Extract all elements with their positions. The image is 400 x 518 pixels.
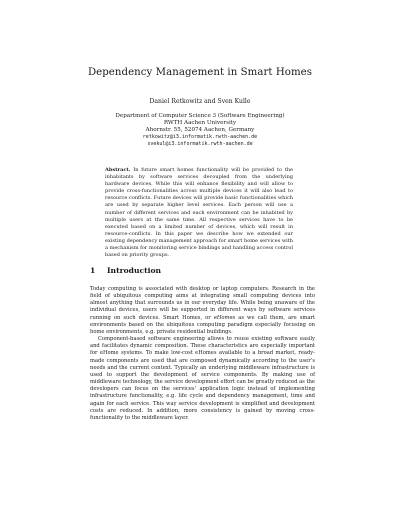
affiliation-address: Ahornstr. 55, 52074 Aachen, Germany [145,127,255,134]
section-number: 1 [90,266,96,275]
abstract [105,167,293,259]
paragraph-1-text-b: as we call them, are smart environments based on the ubiquitous computing paradigm especially focusing on home environments, e.g. private residential buildings. [90,314,315,335]
section-heading [90,266,161,276]
paragraph-1 [90,286,315,336]
paper-title: Dependency Management in Smart Homes [87,67,313,78]
section-title: Introduction [107,266,162,275]
section-body [90,286,315,422]
paper-authors: Daniel Retkowitz and Sven Kulle [149,98,251,105]
author-email-1: retkowitz@i3.informatik.rwth-aachen.de [142,134,258,141]
abstract-text: In future smart homes functionality will be provided to the inhabitants by software services decoupled from the underlying hardware devices. While this will enhance flexibility and will allow to provide cross-functionalities across multiple devices it will also lead to resource conflicts. Future devices will provide basic functionalities which are used by separate higher level services. Each person will use a number of different services and each environment can be inhabited by multiple users at the same time. All respective services have to be executed based on a limited number of devices, which will result in resource-conflicts. In this paper we describe how we extended our existing dependency management approach for smart home services with a mechanism for monitoring service bindings and handling access control based on priority groups. [105,167,294,259]
abstract-label: Abstract. [105,167,131,173]
paragraph-1-text-a: Today computing is associated with desktop or laptop computers. Research in the field of ubiquitous computing aims at integrating small computing devices into almost anything that surrounds us in our everyday life. While being unaware of the individual devices, users will be supported in different ways by software services running on such devices. Smart Homes, or [90,286,315,321]
affiliation-department: Department of Computer Science 3 (Software Engineering) [115,113,285,119]
affiliation-block [0,113,400,148]
paragraph-2: Component-based software engineering allows to reuse existing software easily and facilitates dynamic composition. These characteristics are especially important for eHome systems. To make low-cost eHomes available to a broad market, ready-made components are used that are composed dynamically according to the user’s needs and the current context. Typically an underlying middleware infrastructure is used to support the development of service components. By making use of middleware technology, the service development effort can be greatly reduced as the developers can focus on the services’ application logic instead of implementing infrastructure functionality, e.g. life cycle and dependency management, time and again for each service. This way service development is simplified and development costs are reduced. In addition, more consistency is gained by moving cross-functionality to the middleware layer. [90,336,315,421]
author-email-2: svekul@i3.informatik.rwth-aachen.de [147,141,253,148]
affiliation-university: RWTH Aachen University [163,120,237,127]
paragraph-1-emphasis: eHomes [213,314,236,321]
